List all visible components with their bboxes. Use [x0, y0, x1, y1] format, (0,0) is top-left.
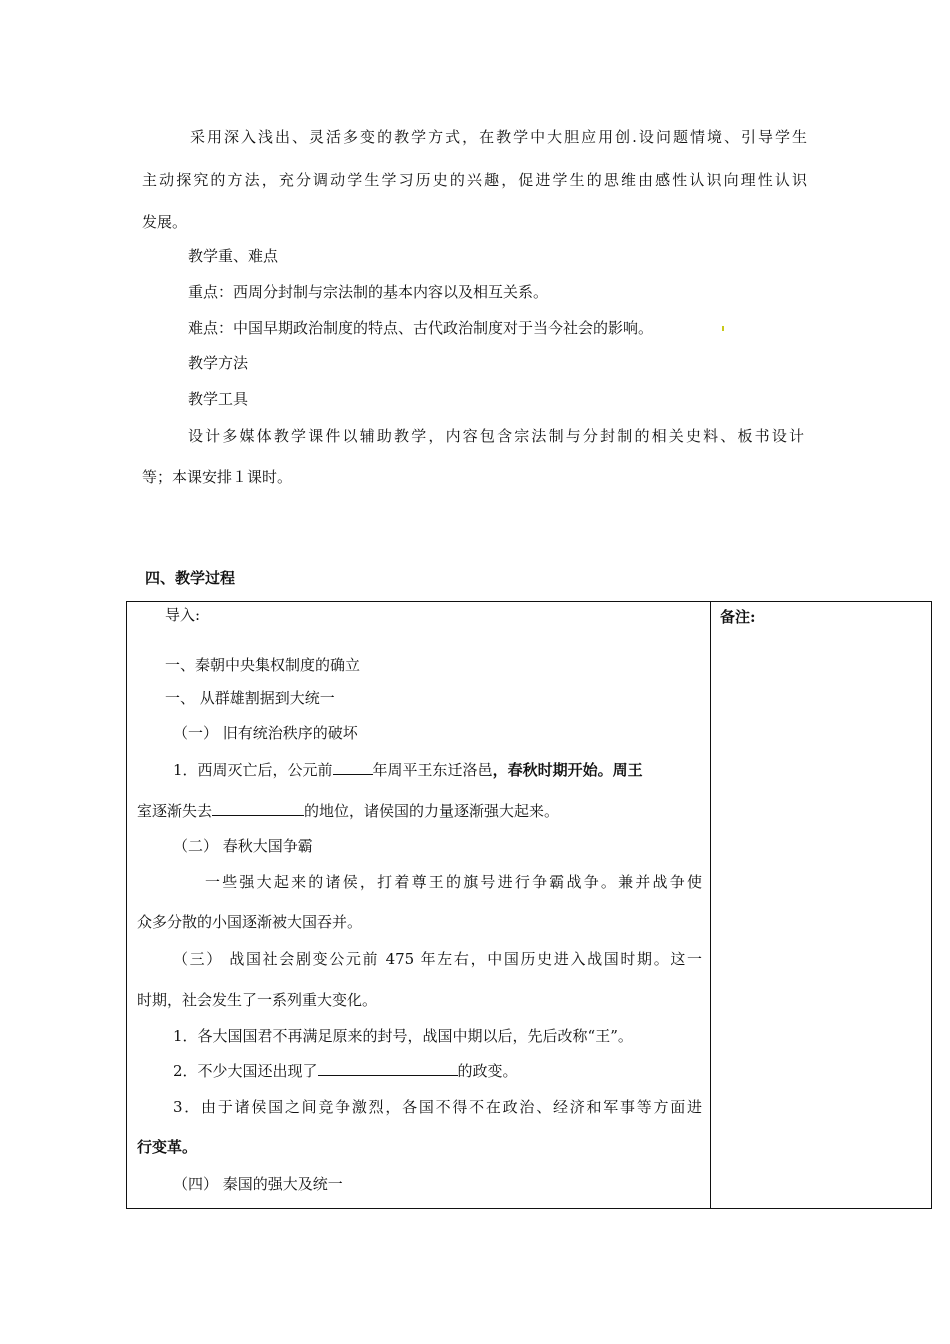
item-1-text-b: 年周平王东迁洛邑	[372, 761, 493, 779]
item-1-line-1	[173, 760, 643, 780]
section-title: 四、教学过程	[145, 569, 236, 587]
subsection-3-item-2	[173, 1061, 518, 1081]
subsection-3-item-1: 1．各大国国君不再满足原来的封号，战国中期以后，先后改称“王”。	[173, 1027, 633, 1045]
notes-label: 备注:	[720, 608, 756, 626]
item-1-line-2	[137, 801, 559, 821]
teaching-process-table	[126, 601, 932, 1209]
intro-paragraph-line-1: 采用深入浅出、灵活多变的教学方式，在教学中大胆应用创.设问题情境、引导学生	[190, 128, 807, 146]
item-2-text-a: 2．不少大国还出现了	[173, 1062, 318, 1080]
subheading-1: （一） 旧有统治秩序的破坏	[173, 724, 358, 742]
subheading-4: （四） 秦国的强大及统一	[173, 1175, 343, 1193]
lead-in-label: 导入:	[165, 606, 201, 624]
heading-teaching-tools: 教学工具	[188, 390, 249, 408]
intro-paragraph-line-3: 发展。	[142, 213, 188, 231]
item-1-text-a: 1．西周灭亡后，公元前	[173, 761, 333, 779]
fill-blank-year	[333, 760, 373, 775]
item-2-text-b: 的政变。	[457, 1062, 518, 1080]
key-point-text: 重点：西周分封制与宗法制的基本内容以及相互关系。	[188, 283, 549, 301]
difficult-point-text: 难点：中国早期政治制度的特点、古代政治制度对于当今社会的影响。	[188, 319, 654, 337]
item-1-text-d: 室逐渐失去	[137, 802, 213, 820]
subsection-2-line-1: 一些强大起来的诸侯，打着尊王的旗号进行争霸战争。兼并战争使	[205, 873, 702, 891]
subsection-3-line-1: （三） 战国社会剧变公元前 475 年左右，中国历史进入战国时期。这一	[173, 950, 702, 968]
heading-key-difficult-points: 教学重、难点	[188, 247, 279, 265]
item-1-text-c: ，春秋时期开始。周王	[492, 761, 643, 779]
tools-paragraph-line-1: 设计多媒体教学课件以辅助教学，内容包含宗法制与分封制的相关史料、板书设计	[188, 427, 804, 445]
heading-qin-centralization: 一、秦朝中央集权制度的确立	[165, 656, 361, 674]
process-content-cell	[127, 602, 711, 1209]
subsection-3-line-2: 时期，社会发生了一系列重大变化。	[137, 991, 378, 1009]
subsection-2-line-2: 众多分散的小国逐渐被大国吞并。	[137, 913, 363, 931]
tools-paragraph-line-2: 等；本课安排１课时。	[142, 468, 293, 486]
heading-unification: 一、 从群雄割据到大统一	[165, 689, 335, 707]
item-1-text-e: 的地位，诸侯国的力量逐渐强大起来。	[304, 802, 560, 820]
intro-paragraph-line-2: 主动探究的方法，充分调动学生学习历史的兴趣，促进学生的思维由感性认识向理性认识	[142, 171, 807, 189]
stray-mark	[722, 326, 724, 331]
notes-cell	[711, 602, 932, 1209]
subsection-3-item-3-line-2: 行变革。	[137, 1138, 198, 1156]
heading-teaching-method: 教学方法	[188, 354, 249, 372]
subheading-2: （二） 春秋大国争霸	[173, 837, 313, 855]
fill-blank-status	[212, 801, 304, 816]
subsection-3-item-3-line-1: 3．由于诸侯国之间竞争激烈，各国不得不在政治、经济和军事等方面进	[173, 1098, 702, 1116]
fill-blank-coup	[318, 1061, 458, 1076]
